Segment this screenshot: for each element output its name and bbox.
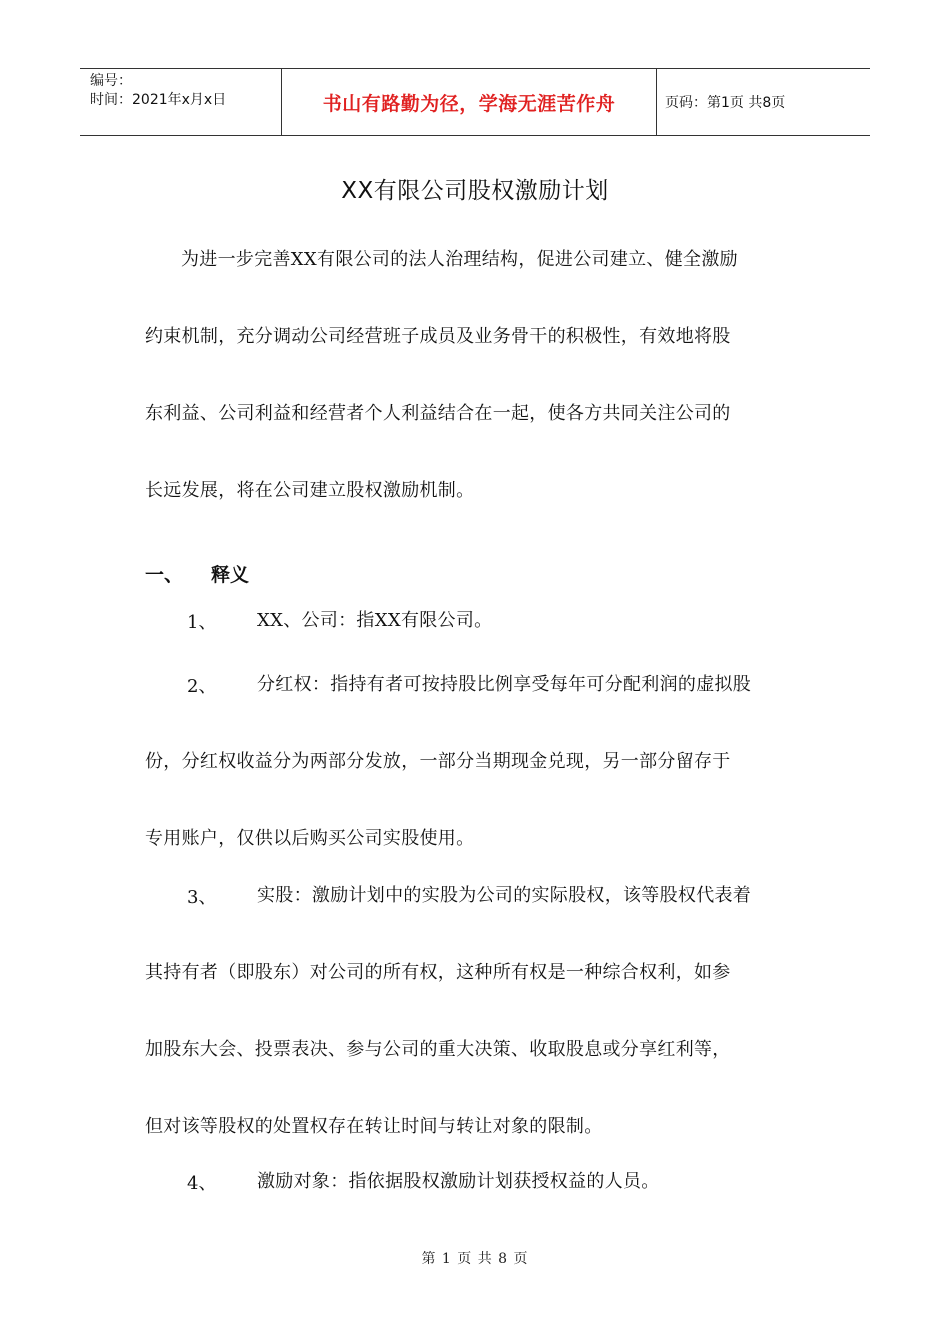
document-title: XX有限公司股权激励计划 — [341, 178, 609, 204]
item-2 — [145, 646, 810, 877]
section-title: 释义 — [211, 564, 250, 586]
date-label: 时间：2021年x月x日 — [90, 92, 227, 108]
item-number: 4、 — [187, 1173, 217, 1194]
item-4 — [145, 1143, 810, 1220]
number-label: 编号： — [90, 73, 132, 89]
item-number: 2、 — [187, 676, 217, 697]
item-line: 专用账户，仅供以后购买公司实股使用。 — [145, 828, 475, 849]
item-line: 加股东大会、投票表决、参与公司的重大决策、收取股息或分享红利等， — [145, 1039, 731, 1060]
item-line: XX、公司：指XX有限公司。 — [257, 610, 493, 631]
item-line: 实股：激励计划中的实股为公司的实际股权，该等股权代表着 — [257, 885, 752, 906]
item-line: 分红权：指持有者可按持股比例享受每年可分配利润的虚拟股 — [257, 674, 752, 695]
header-motto: 书山有路勤为径，学海无涯苦作舟 — [282, 69, 657, 135]
page-footer: 第 1 页 共 8 页 — [421, 1251, 529, 1267]
section-number: 一、 — [145, 564, 184, 586]
intro-line: 为进一步完善XX有限公司的法人治理结构，促进公司建立、健全激励 — [181, 249, 738, 270]
item-number: 1、 — [187, 612, 217, 633]
item-line: 但对该等股权的处置权存在转让时间与转让对象的限制。 — [145, 1116, 603, 1137]
intro-paragraph — [145, 221, 810, 529]
intro-line: 约束机制，充分调动公司经营班子成员及业务骨干的积极性，有效地将股 — [145, 326, 731, 347]
header-meta — [80, 69, 282, 135]
item-line: 其持有者（即股东）对公司的所有权，这种所有权是一种综合权利，如参 — [145, 962, 731, 983]
item-line: 份，分红权收益分为两部分发放，一部分当期现金兑现，另一部分留存于 — [145, 751, 731, 772]
item-3 — [145, 857, 810, 1165]
item-number: 3、 — [187, 887, 217, 908]
item-line: 激励对象：指依据股权激励计划获授权益的人员。 — [257, 1171, 660, 1192]
intro-line: 长远发展，将在公司建立股权激励机制。 — [145, 480, 475, 501]
document-header — [80, 68, 870, 136]
intro-line: 东利益、公司利益和经营者个人利益结合在一起，使各方共同关注公司的 — [145, 403, 731, 424]
header-page-info: 页码：第1页 共8页 — [665, 95, 786, 111]
